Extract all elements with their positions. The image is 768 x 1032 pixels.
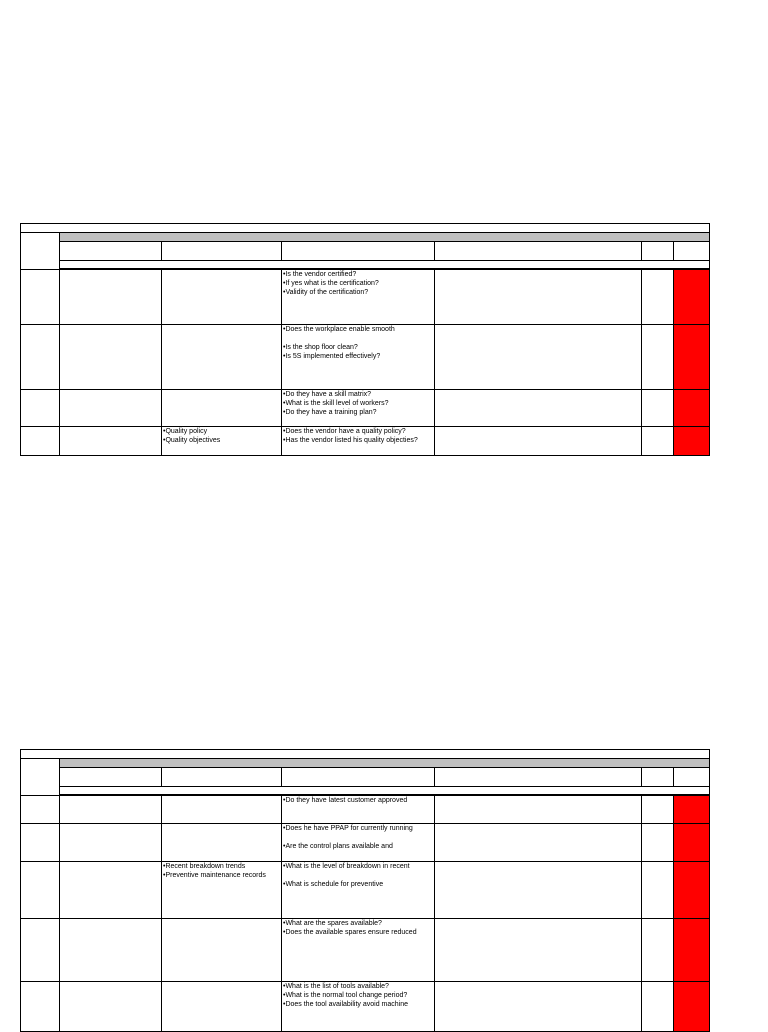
questions-cell: •Is the vendor certified? •If yes what is the certification? •Validity of the certification? <box>282 270 435 325</box>
header-cell <box>674 242 710 261</box>
header-cell <box>162 242 282 261</box>
table-row <box>21 824 710 862</box>
spacer-row <box>60 261 710 269</box>
documents-cell <box>162 796 282 824</box>
questions-cell: •What are the spares available? •Does the available spares ensure reduced <box>282 919 435 982</box>
questions-cell: •Does the vendor have a quality policy? •Has the vendor listed his quality objecties? <box>282 427 435 456</box>
documents-cell <box>162 325 282 390</box>
spacer-row <box>60 787 710 795</box>
questions-cell: •What is the level of breakdown in recent •What is schedule for preventive <box>282 862 435 919</box>
status-cell <box>674 796 710 824</box>
table-row <box>21 982 710 1032</box>
questions-cell: •Do they have latest customer approved <box>282 796 435 824</box>
status-cell <box>674 270 710 325</box>
table-row <box>21 325 710 390</box>
header-cell <box>435 768 642 787</box>
section-header-bar <box>60 233 710 242</box>
status-cell <box>674 982 710 1032</box>
status-cell <box>674 427 710 456</box>
header-cell <box>60 242 162 261</box>
questions-cell: •Does he have PPAP for currently running •Are the control plans available and <box>282 824 435 862</box>
status-cell <box>674 824 710 862</box>
table-row <box>21 796 710 824</box>
section-header-bar <box>60 759 710 768</box>
documents-cell <box>162 919 282 982</box>
questions-cell: •Does the workplace enable smooth •Is the shop floor clean? •Is 5S implemented effectively? <box>282 325 435 390</box>
header-cell <box>674 768 710 787</box>
header-cell <box>642 242 674 261</box>
table-row <box>21 862 710 919</box>
sheet-title-row <box>21 224 710 233</box>
status-cell <box>674 325 710 390</box>
documents-cell <box>162 390 282 427</box>
status-cell <box>674 919 710 982</box>
checklist-table-2 <box>20 749 709 1032</box>
header-cell <box>282 768 435 787</box>
row-header-cell <box>21 233 60 270</box>
header-cell <box>60 768 162 787</box>
status-cell <box>674 862 710 919</box>
header-cell <box>162 768 282 787</box>
checklist-table-1 <box>20 223 709 456</box>
documents-cell <box>162 982 282 1032</box>
table-row <box>21 390 710 427</box>
table-row <box>21 270 710 325</box>
header-cell <box>435 242 642 261</box>
documents-cell <box>162 270 282 325</box>
documents-cell: •Quality policy •Quality objectives <box>162 427 282 456</box>
questions-cell: •Do they have a skill matrix? •What is the skill level of workers? •Do they have a training plan? <box>282 390 435 427</box>
header-cell <box>642 768 674 787</box>
questions-cell: •What is the list of tools available? •What is the normal tool change period? •Does the tool availability avoid machine <box>282 982 435 1032</box>
documents-cell <box>162 824 282 862</box>
sheet-title-row <box>21 750 710 759</box>
documents-cell: •Recent breakdown trends •Preventive maintenance records <box>162 862 282 919</box>
header-cell <box>282 242 435 261</box>
table-row <box>21 919 710 982</box>
row-header-cell <box>21 759 60 796</box>
table-row <box>21 427 710 456</box>
status-cell <box>674 390 710 427</box>
